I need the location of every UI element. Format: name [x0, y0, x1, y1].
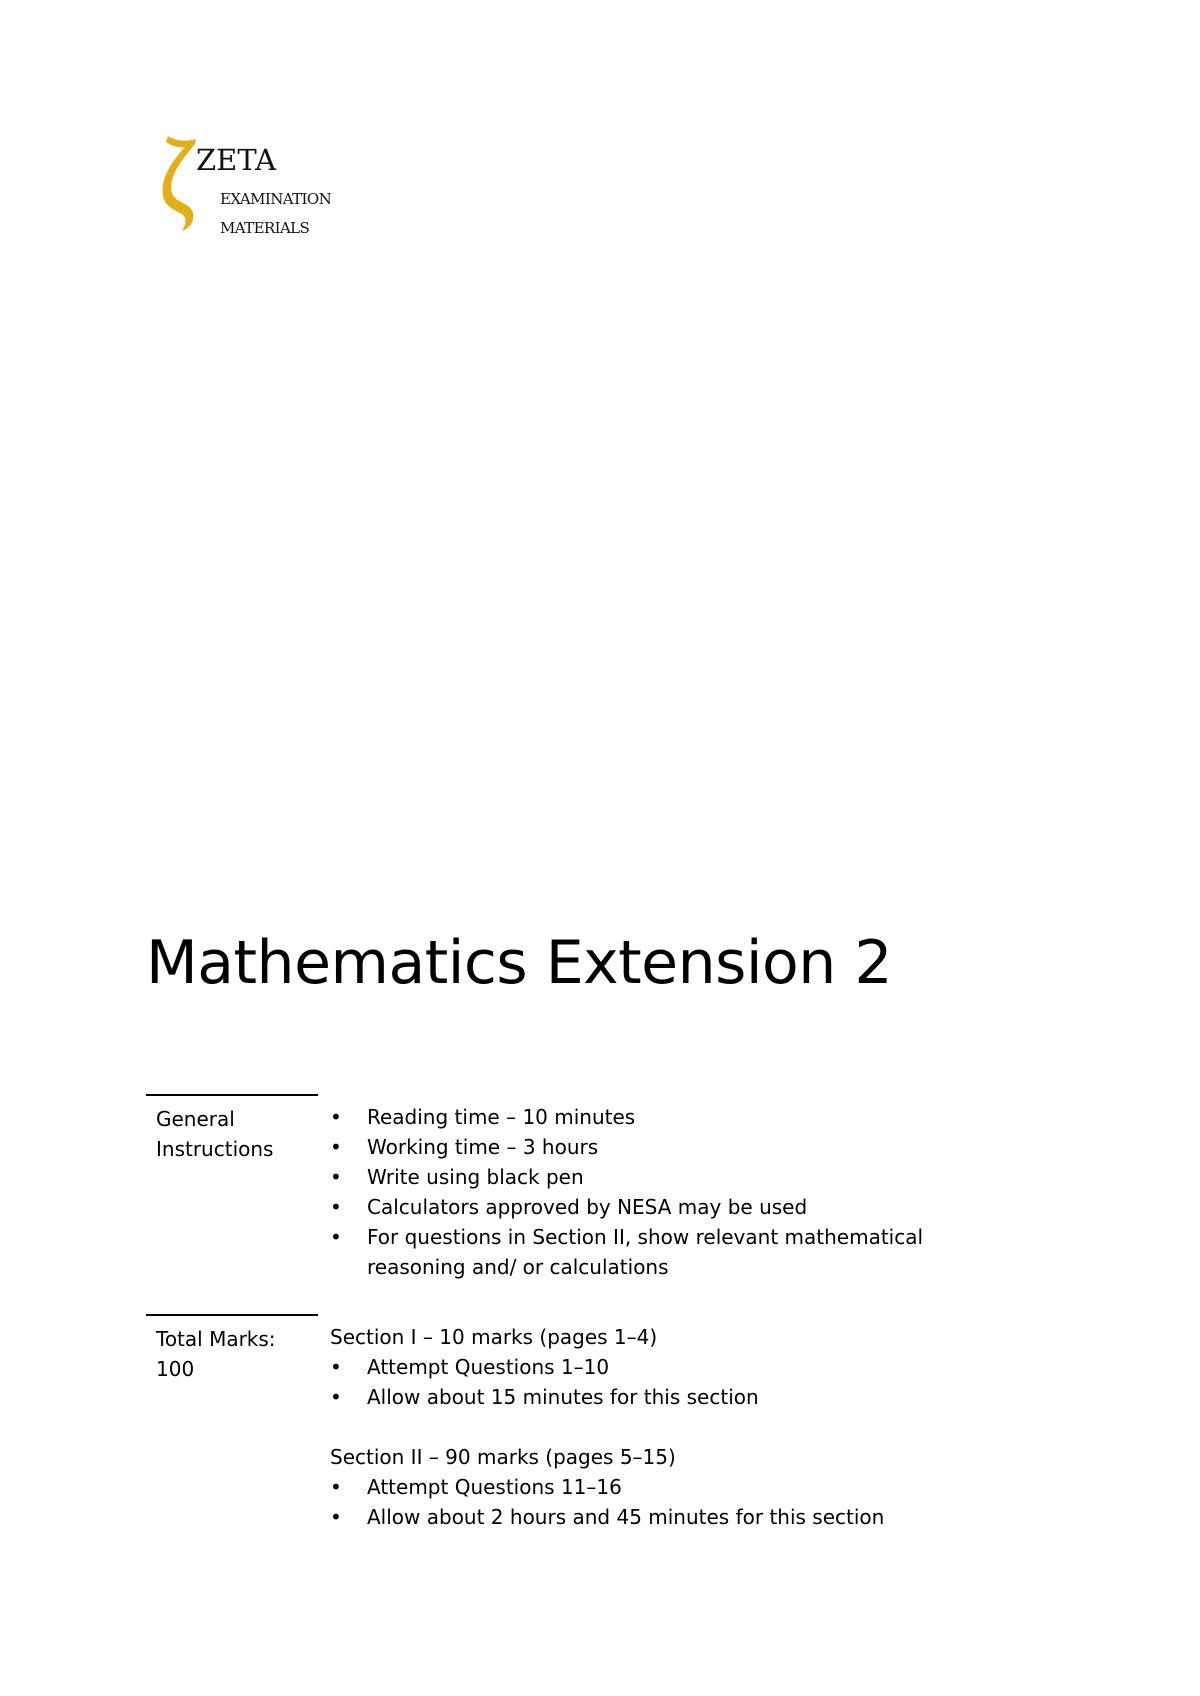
general-instructions-label-line2: Instructions — [156, 1137, 274, 1161]
list-item: • Write using black pen — [330, 1162, 1006, 1192]
total-marks-value: 100 — [156, 1357, 195, 1381]
zeta-logo — [160, 130, 400, 240]
general-instructions-label-line1: General — [156, 1107, 235, 1131]
logo-title: ZETA — [196, 143, 277, 177]
total-marks-row — [146, 1314, 1006, 1532]
list-item: • Reading time – 10 minutes — [330, 1102, 1006, 1132]
general-instructions-row — [146, 1094, 1006, 1282]
general-instructions-body — [318, 1094, 1006, 1282]
general-instructions-label — [146, 1094, 318, 1282]
section-1-block — [330, 1322, 1006, 1412]
instructions-list — [330, 1102, 1006, 1282]
section-2-heading: Section II – 90 marks (pages 5–15) — [330, 1445, 676, 1469]
logo-subtitle-line2: MATERIALS — [220, 219, 310, 237]
total-marks-body — [318, 1314, 1006, 1532]
exam-info-table — [146, 1094, 1006, 1532]
section-1-list — [330, 1352, 1006, 1412]
list-item: • Attempt Questions 11–16 — [330, 1472, 1006, 1502]
section-1-heading: Section I – 10 marks (pages 1–4) — [330, 1325, 658, 1349]
list-item: • For questions in Section II, show relevant mathematical reasoning and/ or calculations — [330, 1222, 967, 1282]
total-marks-label: Total Marks: — [156, 1327, 276, 1351]
logo-subtitle-line1: EXAMINATION — [220, 190, 332, 208]
section-2-list — [330, 1472, 1006, 1532]
list-item: • Working time – 3 hours — [330, 1132, 1006, 1162]
list-item: • Attempt Questions 1–10 — [330, 1352, 1006, 1382]
list-item: • Calculators approved by NESA may be used — [330, 1192, 1006, 1222]
document-title: Mathematics Extension 2 — [146, 928, 893, 998]
section-2-block — [330, 1442, 1006, 1532]
total-marks-label-cell — [146, 1314, 318, 1532]
list-item: • Allow about 2 hours and 45 minutes for this section — [330, 1502, 1006, 1532]
list-item: • Allow about 15 minutes for this section — [330, 1382, 1006, 1412]
